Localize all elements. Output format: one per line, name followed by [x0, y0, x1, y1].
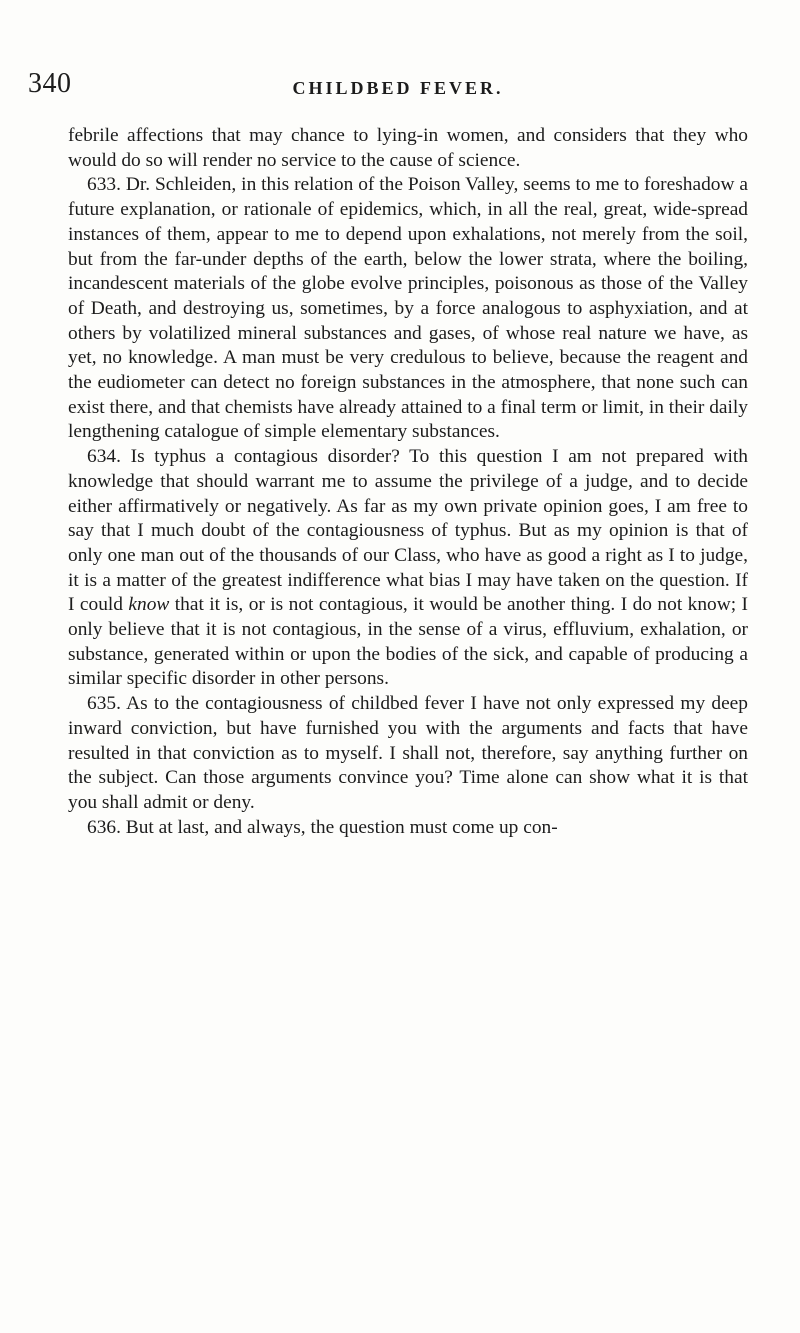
- running-head: CHILDBED FEVER.: [292, 78, 504, 98]
- page-number: 340: [28, 68, 72, 99]
- paragraph-634-part-2: that it is, or is not contagious, it would be another thing. I do not know; I only believe that it is not contagious, in the sense of a virus, effluvium, exhalation, or substance, generated within or upon the bodies of the sick, and capable of producing a similar specific disorder in other persons.: [68, 594, 748, 690]
- paragraph-636: 636. But at last, and always, the question must come up con-: [87, 816, 558, 838]
- body-text: [68, 124, 748, 840]
- paragraph-634: [68, 445, 748, 692]
- page-header: [28, 68, 768, 108]
- paragraph-635: 635. As to the contagiousness of childbed fever I have not only expressed my deep inward conviction, but have furnished you with the arguments and facts that have resulted in that conviction as to myself. I shall not, therefore, say anything further on the subject. Can those arguments convince you? Time alone can show what it is that you shall admit or deny.: [68, 693, 748, 813]
- paragraph-634-part-1: 634. Is typhus a contagious disorder? To this question I am not prepared with knowledge that should warrant me to assume the privilege of a judge, and to decide either affirmatively or negatively. As far as my own private opinion goes, I am free to say that I much doubt of the contagiousness of typhus. But as my opinion is that of only one man out of the thousands of our Class, who have as good a right as I to judge, it is a matter of the greatest indifference what bias I may have taken on the question. If I could: [68, 446, 748, 616]
- emphasized-word: know: [128, 594, 170, 616]
- paragraph-continuation: febrile affections that may chance to lying-in women, and considers that they who would do so will render no service to the cause of science.: [68, 125, 748, 171]
- paragraph-633: 633. Dr. Schleiden, in this relation of the Poison Valley, seems to me to foreshadow a future explanation, or rationale of epidemics, which, in all the real, great, wide-spread instances of them, appear to me to depend upon exhalations, not merely from the soil, but from the far-under depths of the earth, below the lower strata, where the boiling, incandescent materials of the globe evolve principles, poisonous as those of the Valley of Death, and destroying us, sometimes, by a force analogous to asphyxiation, and at others by volatilized mineral substances and gases, of whose real nature we have, as yet, no knowledge. A man must be very credulous to believe, because the reagent and the eudiometer can detect no foreign substances in the atmosphere, that none such can exist there, and that chemists have already attained to a final term or limit, in their daily lengthening catalogue of simple elementary substances.: [68, 174, 748, 443]
